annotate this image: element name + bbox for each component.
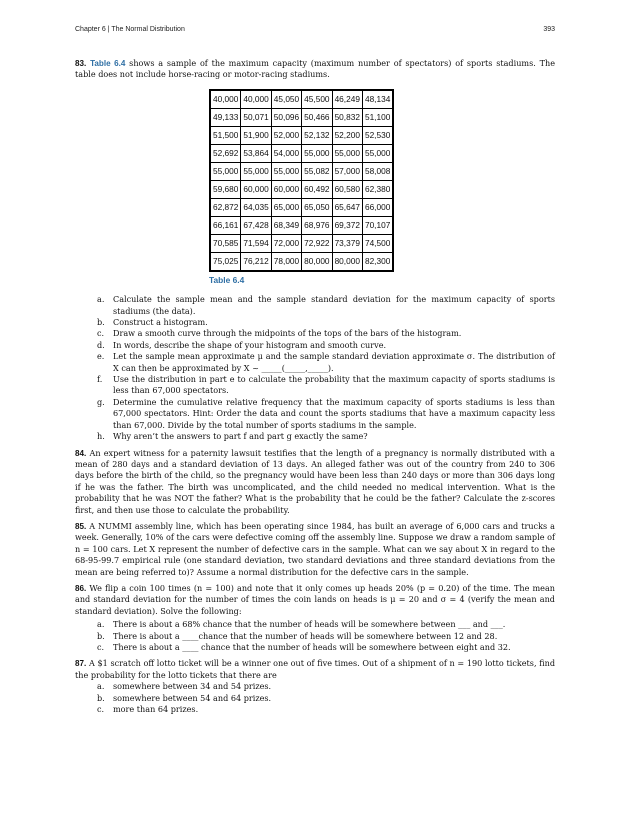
sub-question [75,397,555,431]
table-cell: 59,680 [210,180,241,198]
sub-question-label: h. [97,431,105,442]
sub-question-label: c. [97,704,105,715]
table-cell: 55,000 [241,162,271,180]
problem-87-items [75,681,555,715]
sub-question-text: Determine the cumulative relative frequency that the maximum capacity of sports stadiums is less than 67,000 spectators. Hint: Order the data and count the sports stadiums that have a maximum capacity less than 67,000. Divide by the total number of sports stadiums in the sample. [113,396,555,430]
table-cell: 80,000 [332,252,362,271]
table-cell: 76,212 [241,252,271,271]
sub-question-label: a. [97,681,105,692]
table-cell: 55,000 [271,162,301,180]
problem-number: 87. [75,659,87,669]
table-row [210,198,393,216]
sub-question [75,351,555,374]
table-cell: 57,000 [332,162,362,180]
problem-84 [75,448,555,516]
table-cell: 55,000 [302,144,332,162]
table-cell: 66,000 [362,198,393,216]
table-cell: 60,000 [271,180,301,198]
table-row [210,216,393,234]
table-cell: 51,900 [241,126,271,144]
table-row [210,126,393,144]
running-header: Chapter 6 | The Normal Distribution [75,26,185,33]
problem-text: An expert witness for a paternity lawsuit testifies that the length of a pregnancy is normally distributed with a mean of 280 days and a standard deviation of 13 days. An alleged father was out of the country from 240 to 306 days before the birth of the child, so the pregnancy would have been less than 240 days or more than 306 days long if he was the father. The birth was uncomplicated, and the child needed no medical intervention. What is the probability that he was NOT the father? What is the probability that he could be the father? Calculate the z-scores first, and then use those to calculate the probability. [75,447,555,515]
table-cell: 72,000 [271,234,301,252]
table-cell: 68,349 [271,216,301,234]
table-cell: 46,249 [332,90,362,109]
page-number: 393 [543,26,555,33]
table-cell: 45,500 [302,90,332,109]
table-cell: 65,050 [302,198,332,216]
sub-question-label: a. [97,619,105,630]
sub-question-label: f. [97,374,103,385]
table-cell: 48,134 [362,90,393,109]
table-cell: 50,466 [302,108,332,126]
sub-question [75,431,555,442]
sub-question [75,294,555,317]
table-cell: 73,379 [332,234,362,252]
table-cell: 60,000 [241,180,271,198]
sub-question-text: There is about a 68% chance that the number of heads will be somewhere between ___ and ___. [113,619,506,630]
sub-question-text: Let the sample mean approximate μ and the sample standard deviation approximate σ. The distribution of X can then be approximated by X ~ _____(_____,_____). [113,351,555,373]
table-cell: 54,000 [271,144,301,162]
sub-question [75,693,555,704]
sub-question-label: c. [97,642,105,652]
table-cell: 55,000 [210,162,241,180]
table-cell: 70,107 [362,216,393,234]
stadium-capacity-table [209,89,394,272]
table-cell: 49,133 [210,108,241,126]
table-cell: 65,647 [332,198,362,216]
problem-text: shows a sample of the maximum capacity (maximum number of spectators) of sports stadiums. The table does not include horse-racing or motor-racing stadiums. [75,58,556,80]
sub-question [75,642,555,653]
problem-83 [75,58,555,81]
sub-question-text: There is about a ____ chance that the number of heads will be somewhere between eight and 32. [113,642,511,652]
table-cell: 68,976 [302,216,332,234]
sub-question-label: a. [97,294,105,305]
sub-question [75,374,555,397]
table-cell: 74,500 [362,234,393,252]
table-cell: 55,082 [302,162,332,180]
table-cell: 66,161 [210,216,241,234]
table-cell: 78,000 [271,252,301,271]
table-cell: 40,000 [210,90,241,109]
table-cell: 82,300 [362,252,393,271]
table-cell: 52,000 [271,126,301,144]
table-row [210,144,393,162]
table-cell: 67,428 [241,216,271,234]
table-cell: 51,500 [210,126,241,144]
problem-number: 84. [75,448,87,458]
table-cell: 52,132 [302,126,332,144]
table-cell: 52,530 [362,126,393,144]
table-cell: 58,008 [362,162,393,180]
table-cell: 75,025 [210,252,241,271]
table-cell: 60,580 [332,180,362,198]
sub-question [75,704,555,715]
table-cell: 53,864 [241,144,271,162]
table-row [210,108,393,126]
table-cell: 70,585 [210,234,241,252]
sub-question-label: b. [97,630,105,641]
table-cell: 65,000 [271,198,301,216]
table-cell: 51,100 [362,108,393,126]
table-cell: 40,000 [241,90,271,109]
sub-question-label: b. [97,692,105,703]
table-cell: 55,000 [362,144,393,162]
sub-question-text: In words, describe the shape of your histogram and smooth curve. [113,339,387,350]
sub-question-label: c. [97,328,105,339]
table-cell: 69,372 [332,216,362,234]
table-cell: 50,832 [332,108,362,126]
table-cell: 52,200 [332,126,362,144]
sub-question-text: There is about a ____chance that the number of heads will be somewhere between 12 and 28. [113,630,498,641]
sub-question [75,317,555,328]
table-reference-link[interactable]: Table 6.4 [90,59,126,68]
sub-question-text: more than 64 prizes. [113,704,199,715]
sub-question [75,340,555,351]
problem-number: 83. [75,59,87,68]
table-cell: 45,050 [271,90,301,109]
sub-question-text: Construct a histogram. [113,317,208,328]
sub-question [75,328,555,339]
sub-question-label: e. [97,351,105,362]
sub-question-label: b. [97,317,105,328]
table-cell: 71,594 [241,234,271,252]
table-cell: 60,492 [302,180,332,198]
problem-85 [75,521,555,578]
table-cell: 52,692 [210,144,241,162]
sub-question-text: Why aren’t the answers to part f and part g exactly the same? [113,431,368,442]
table-row [210,180,393,198]
sub-question-text: Draw a smooth curve through the midpoints of the tops of the bars of the histogram. [113,328,462,339]
problem-86 [75,583,555,617]
sub-question [75,681,555,692]
table-caption: Table 6.4 [209,274,245,285]
problem-87 [75,658,555,681]
problem-text: A $1 scratch off lotto ticket will be a winner one out of five times. Out of a shipment of n = 190 lotto tickets, find the probability for the lotto tickets that there are [75,658,555,680]
table-cell: 50,096 [271,108,301,126]
problem-83-items [75,294,555,442]
sub-question-label: g. [97,396,105,407]
table-row [210,162,393,180]
table-cell: 64,035 [241,198,271,216]
problem-text: We flip a coin 100 times (n = 100) and note that it only comes up heads 20% (p = 0.20) of the time. The mean and standard deviation for the number of times the coin lands on heads is μ = 20 and σ = 4 (verify the mean and standard deviation). Solve the following: [75,582,556,616]
table-cell: 55,000 [332,144,362,162]
problem-number: 86. [75,583,87,593]
table-cell: 72,922 [302,234,332,252]
sub-question-text: Calculate the sample mean and the sample standard deviation for the maximum capacity of sports stadiums (the data). [113,294,555,316]
table-row [210,252,393,271]
page-body [75,58,555,720]
problem-86-items [75,619,555,653]
sub-question [75,619,555,630]
table-cell: 62,872 [210,198,241,216]
table-row [210,90,393,109]
sub-question-text: somewhere between 54 and 64 prizes. [113,692,272,703]
sub-question-text: somewhere between 34 and 54 prizes. [113,681,272,692]
table-cell: 62,380 [362,180,393,198]
sub-question [75,631,555,642]
table-cell: 50,071 [241,108,271,126]
sub-question-label: d. [97,339,105,350]
table-cell: 80,000 [302,252,332,271]
problem-number: 85. [75,521,87,531]
sub-question-text: Use the distribution in part e to calculate the probability that the maximum capacity of sports stadiums is less than 67,000 spectators. [113,374,555,396]
problem-text: A NUMMI assembly line, which has been operating since 1984, has built an average of 6,000 cars and trucks a week. Generally, 10% of the cars were defective coming off the assembly line. Suppose we draw a random sample of n = 100 cars. Let X represent the number of defective cars in the sample. What can we say about X in regard to the 68-95-99.7 empirical rule (one standard deviation, two standard deviations and three standard deviations from the mean are being referred to)? Assume a normal distribution for the defective cars in the sample. [75,520,555,577]
table-row [210,234,393,252]
